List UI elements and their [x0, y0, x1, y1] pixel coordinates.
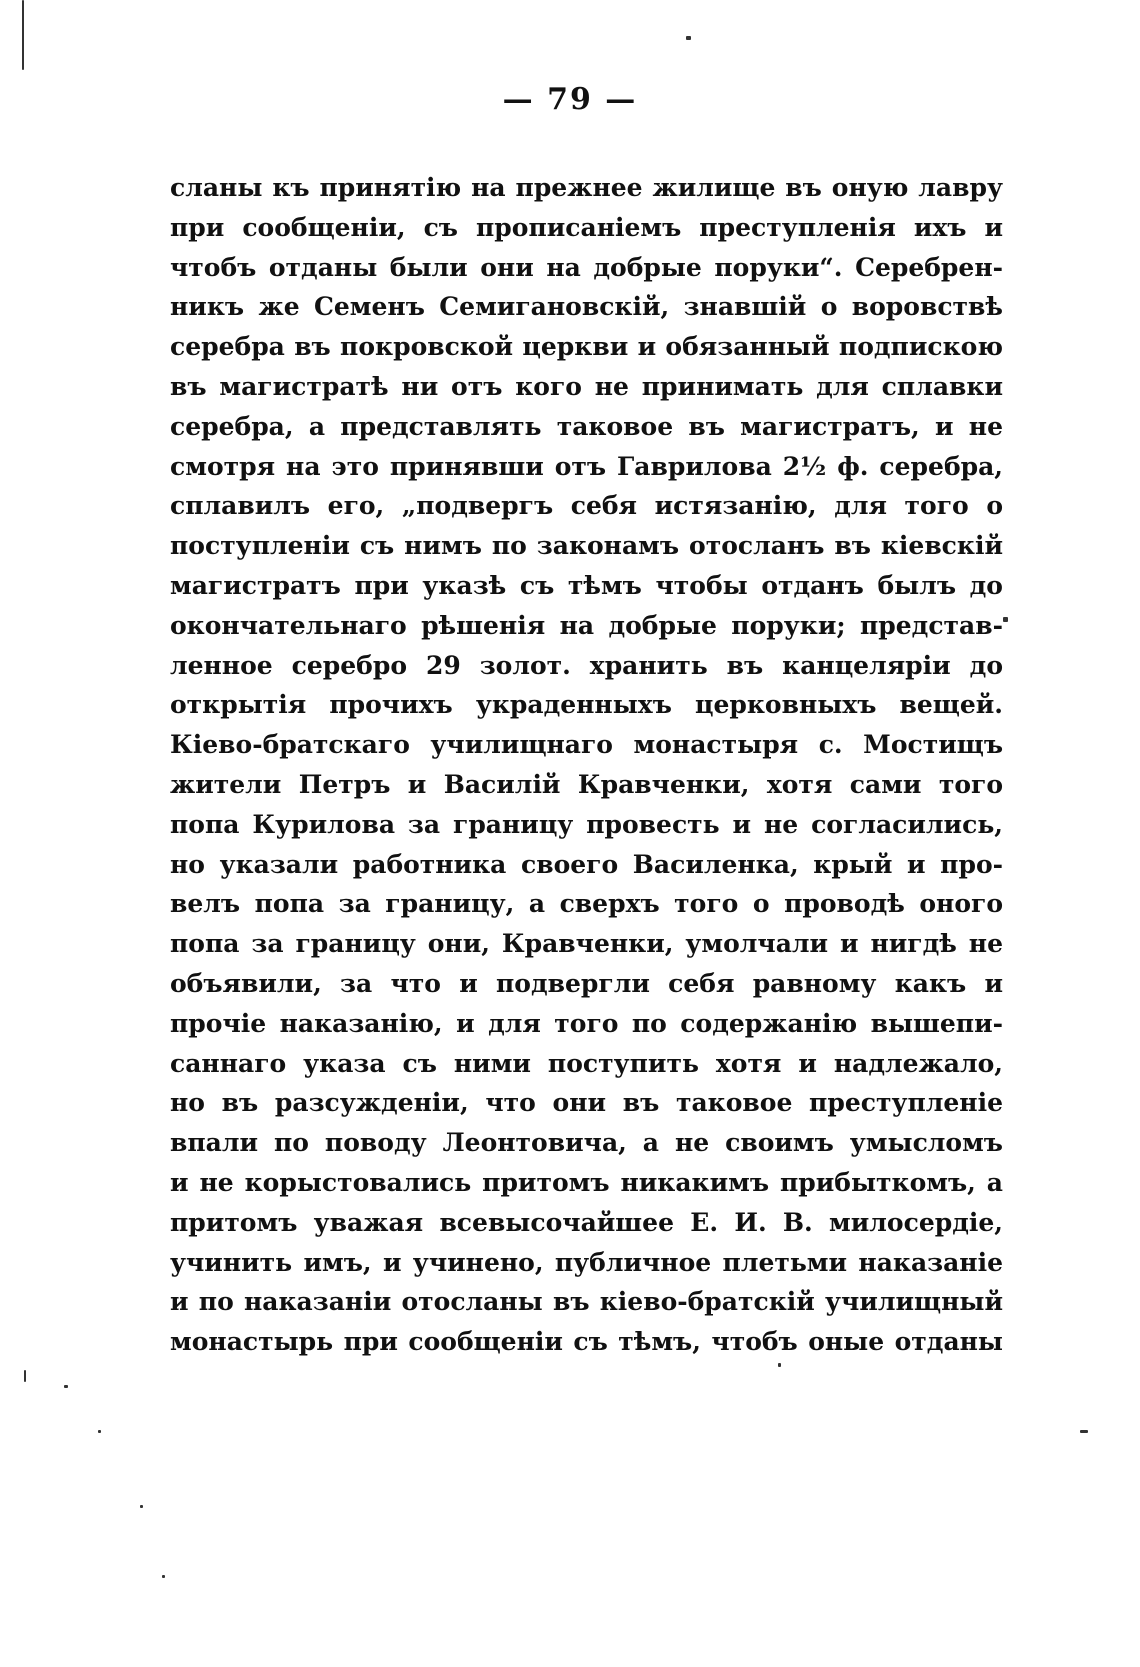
- text-line: монастырь при сообщеніи съ тѣмъ, чтобъ оные отданы: [170, 1327, 1003, 1357]
- text-line: учинить имъ, и учинено, публичное плетьми наказаніе: [170, 1247, 1003, 1277]
- text-line: и не корыстовались притомъ никакимъ прибыткомъ, а: [170, 1167, 1003, 1197]
- text-line: никъ же Семенъ Семигановскій, знавшій о воровствѣ: [170, 292, 1003, 322]
- text-line: Кіево-братскаго училищнаго монастыря с. Мостищъ: [170, 730, 1003, 760]
- text-line: сплавилъ его, „подвергъ себя истязанію, для того о: [170, 491, 1003, 521]
- text-line: жители Петръ и Василій Кравченки, хотя сами того: [170, 769, 1003, 799]
- text-line: въ магистратѣ ни отъ кого не принимать для сплавки: [170, 371, 1003, 401]
- text-line: саннаго указа съ ними поступить хотя и надлежало,: [170, 1048, 1003, 1078]
- text-line: но указали работника своего Василенка, крый и про-: [170, 849, 1003, 879]
- scan-speck: [64, 1385, 68, 1388]
- text-line: попа за границу они, Кравченки, умолчали и нигдѣ не: [170, 929, 1003, 959]
- text-line: чтобъ отданы были они на добрые поруки“. Серебрен-: [170, 252, 1003, 282]
- text-line: ленное серебро 29 золот. хранить въ канцеляріи до: [170, 650, 1003, 680]
- text-line: велъ попа за границу, а сверхъ того о проводѣ оного: [170, 889, 1003, 919]
- page-number: — 79 —: [502, 82, 638, 117]
- text-line: притомъ уважая всевысочайшее Е. И. В. милосердіе,: [170, 1207, 1003, 1237]
- text-line: магистратъ при указѣ съ тѣмъ чтобы отданъ былъ до: [170, 570, 1003, 600]
- text-line: при сообщеніи, съ прописаніемъ преступленія ихъ и: [170, 212, 1003, 242]
- text-line: сланы къ принятію на прежнее жилище въ оную лавру: [170, 173, 1003, 202]
- text-line: смотря на это принявши отъ Гаврилова 2½ ф. серебра,: [170, 451, 1003, 481]
- text-line: окончательнаго рѣшенія на добрые поруки; представ-: [170, 610, 1003, 640]
- body-text: [170, 168, 1003, 1362]
- scan-speck: [162, 1575, 165, 1578]
- scan-speck: [686, 36, 691, 40]
- text-line: прочіе наказанію, и для того по содержанію вышепи-: [170, 1008, 1003, 1038]
- scan-speck: [1080, 1430, 1088, 1433]
- text-line: и по наказаніи отосланы въ кіево-братскій училищный: [170, 1287, 1003, 1317]
- scan-speck: [22, 0, 24, 70]
- scan-speck: [140, 1505, 143, 1508]
- scan-speck: [1003, 617, 1008, 622]
- text-line: объявили, за что и подвергли себя равному какъ и: [170, 968, 1003, 998]
- text-line: серебра въ покровской церкви и обязанный подпискою: [170, 332, 1003, 362]
- text-line: серебра, а представлять таковое въ магистратъ, и не: [170, 411, 1003, 441]
- scan-speck: [778, 1363, 781, 1367]
- text-line: но въ разсужденіи, что они въ таковое преступленіе: [170, 1088, 1003, 1118]
- scan-speck: [24, 1370, 26, 1382]
- text-line: поступленіи съ нимъ по законамъ отосланъ въ кіевскій: [170, 531, 1003, 561]
- text-line: попа Курилова за границу провесть и не согласились,: [170, 809, 1003, 839]
- scan-speck: [98, 1430, 101, 1433]
- text-line: впали по поводу Леонтовича, а не своимъ умысломъ: [170, 1128, 1003, 1158]
- text-line: открытія прочихъ украденныхъ церковныхъ вещей.: [170, 690, 1003, 720]
